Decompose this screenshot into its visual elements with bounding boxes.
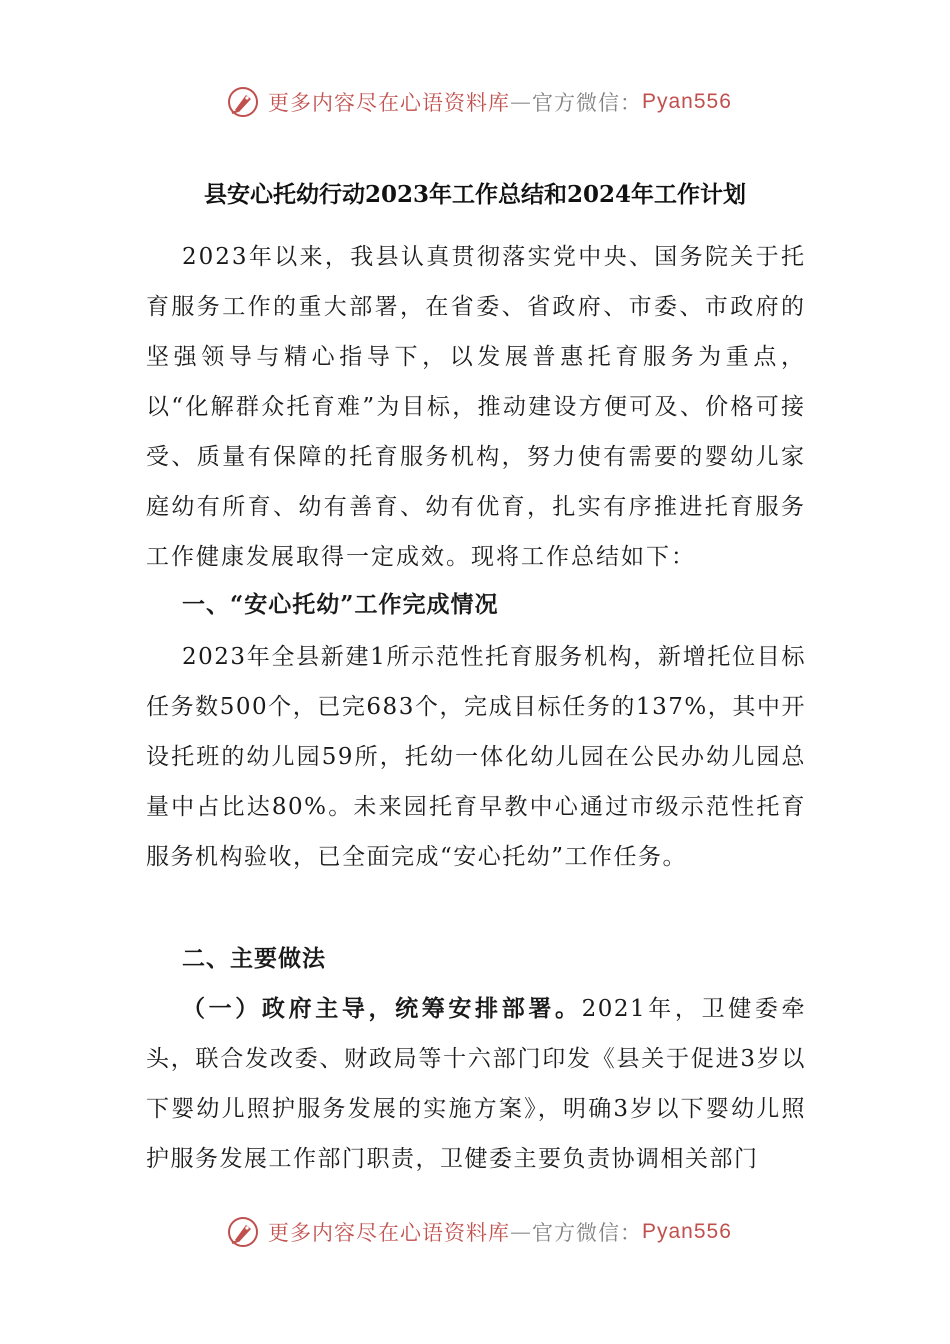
watermark-text: 更多内容尽在心语资料库 [268, 91, 510, 115]
pen-nib-logo-icon [226, 85, 260, 119]
watermark-dash: — [510, 90, 532, 114]
watermark-wechat-id: Pyan556 [642, 90, 732, 113]
watermark-wechat-label: 官方微信： [532, 91, 642, 115]
watermark-wechat-id: Pyan556 [642, 1220, 732, 1243]
watermark-text: 更多内容尽在心语资料库 [268, 1221, 510, 1245]
pen-nib-logo-icon [226, 1215, 260, 1249]
watermark-banner-bottom [226, 1212, 746, 1252]
watermark-wechat-label: 官方微信： [532, 1221, 642, 1245]
document-title: 县安心托幼行动2023年工作总结和2024年工作计划 [203, 181, 747, 208]
section1-paragraph: 2023年全县新建1所示范性托育服务机构，新增托位目标任务数500个，已完683个，完成目标任务的137%，其中开设托班的幼儿园59所，托幼一体化幼儿园在公民办幼儿园总量中占比达80%。未来园托育早教中心通过市级示范性托育服务机构验收，已全面完成“安心托幼”工作任务。 [146, 644, 806, 870]
watermark-dash: — [510, 1220, 532, 1244]
subsection1-body: 2021年，卫健委牵头，联合发改委、财政局等十六部门印发《县关于促进3岁以下婴幼儿照护服务发展的实施方案》，明确3岁以下婴幼儿照护服务发展工作部门职责，卫健委主要负责协调相关部门 [146, 996, 806, 1172]
subsection1-paragraph [146, 984, 806, 1184]
section2-heading: 二、主要做法 [182, 945, 326, 972]
section1-heading: 一、“安心托幼”工作完成情况 [182, 591, 499, 618]
subsection1-lead: （一）政府主导，统筹安排部署。 [182, 995, 582, 1022]
watermark-banner-top [226, 82, 746, 122]
intro-paragraph: 2023年以来，我县认真贯彻落实党中央、国务院关于托育服务工作的重大部署，在省委、省政府、市委、市政府的坚强领导与精心指导下，以发展普惠托育服务为重点，以“化解群众托育难”为目标，推动建设方便可及、价格可接受、质量有保障的托育服务机构，努力使有需要的婴幼儿家庭幼有所育、幼有善育、幼有优育，扎实有序推进托育服务工作健康发展取得一定成效。现将工作总结如下： [146, 244, 806, 570]
